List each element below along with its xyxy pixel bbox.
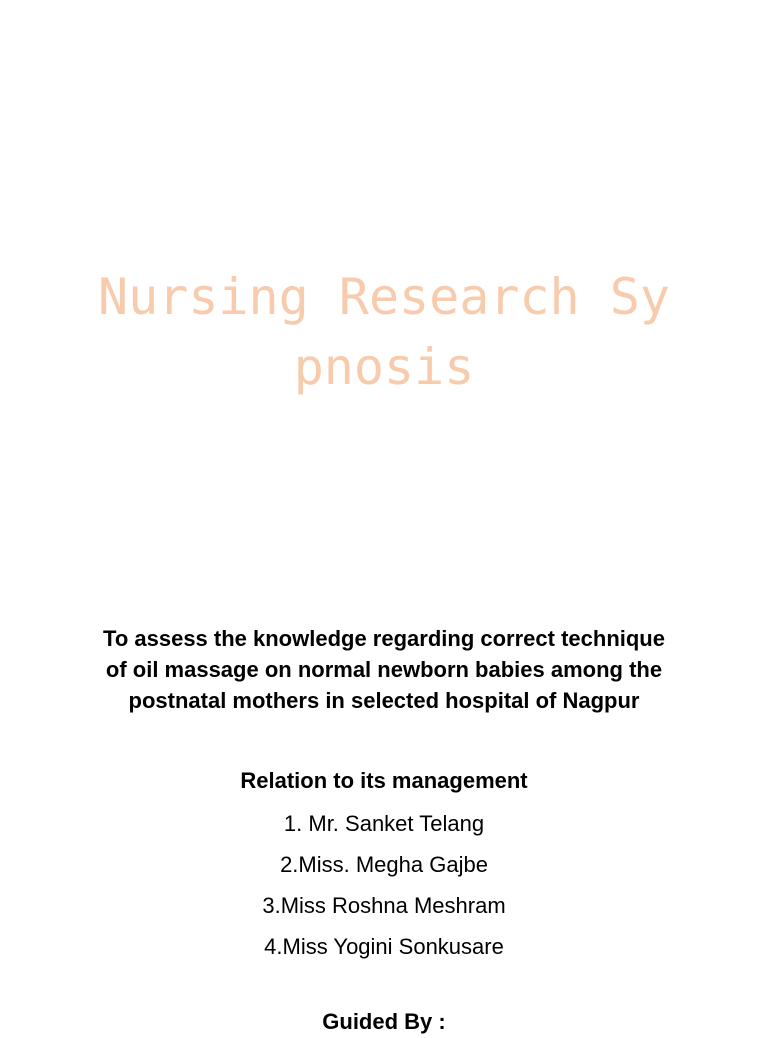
member-item: 1. Mr. Sanket Telang	[283, 811, 485, 836]
research-objective	[30, 623, 738, 716]
objective-line-2: of oil massage on normal newborn babies among the	[105, 657, 663, 682]
slide-title-line-1: Nursing Research Sy	[98, 268, 670, 326]
slide-title-line-2: pnosis	[293, 338, 475, 396]
relation-heading: Relation to its management	[240, 768, 528, 793]
slide-title	[40, 262, 728, 402]
objective-line-1: To assess the knowledge regarding correct technique	[103, 626, 665, 651]
guided-by-heading: Guided By :	[322, 1009, 446, 1034]
member-list	[30, 806, 738, 970]
member-item: 2.Miss. Megha Gajbe	[280, 852, 488, 877]
member-item: 3.Miss Roshna Meshram	[262, 893, 506, 918]
member-item: 4.Miss Yogini Sonkusare	[264, 934, 504, 959]
objective-line-3: postnatal mothers in selected hospital of Nagpur	[128, 688, 640, 713]
